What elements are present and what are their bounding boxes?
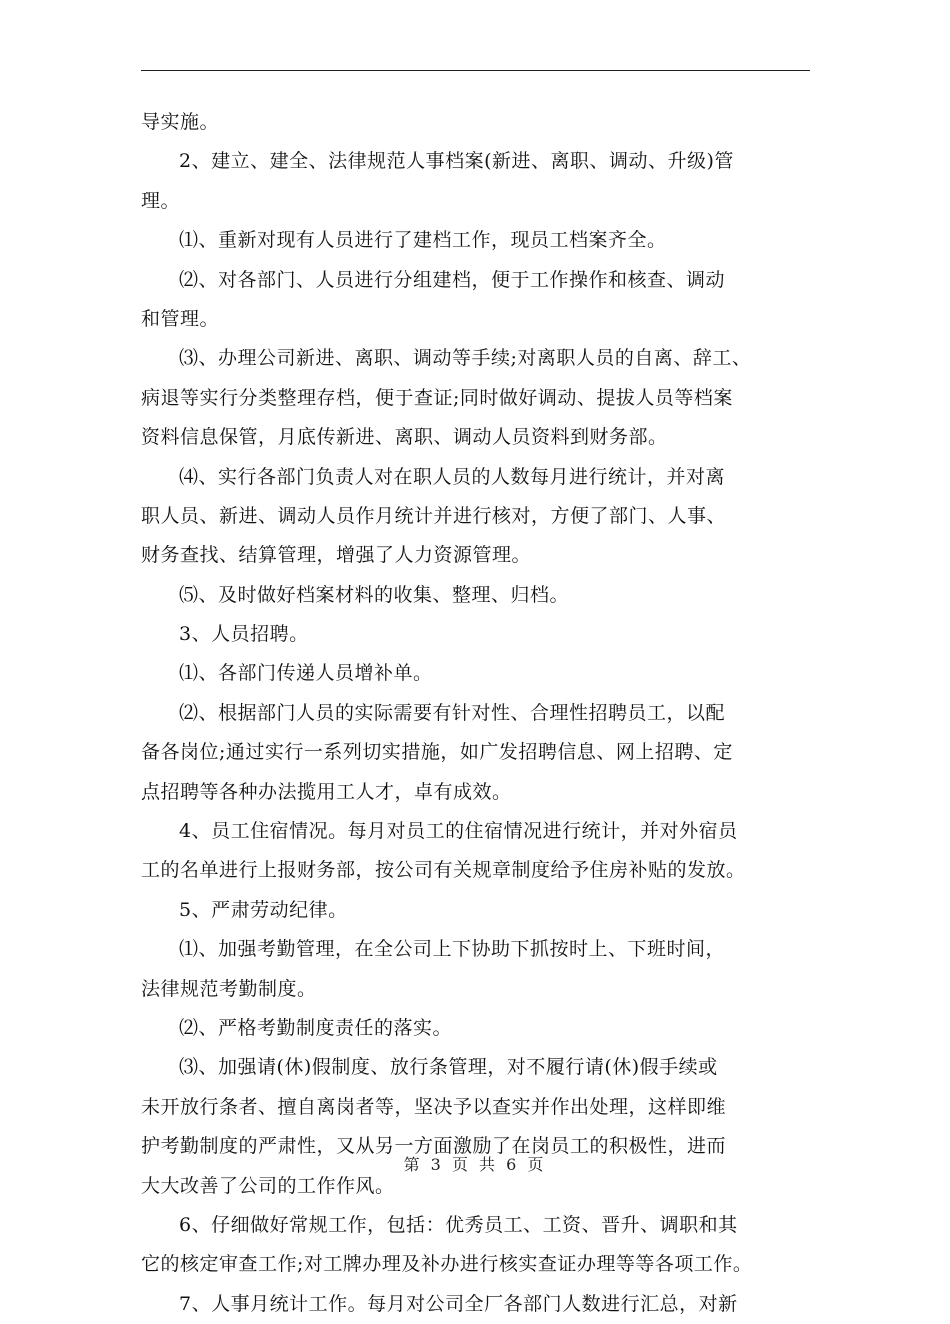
text-line: 未开放行条者、擅自离岗者等，坚决予以查实并作出处理，这样即维	[141, 1095, 727, 1118]
text-line: 病退等实行分类整理存档，便于查证;同时做好调动、提拔人员等档案	[141, 386, 733, 409]
text-line: ⑵、严格考勤制度责任的落实。	[179, 1016, 453, 1039]
text-line: ⑴、重新对现有人员进行了建档工作，现员工档案齐全。	[179, 229, 667, 252]
text-line: 4、员工住宿情况。每月对员工的住宿情况进行统计，并对外宿员	[179, 820, 738, 843]
text-line: 3、人员招聘。	[179, 623, 309, 646]
text-line: ⑶、办理公司新进、离职、调动等手续;对离职人员的自离、辞工、	[179, 347, 752, 370]
text-line: 2、建立、建全、法律规范人事档案(新进、离职、调动、升级)管	[179, 150, 734, 173]
text-line: ⑵、对各部门、人员进行分组建档，便于工作操作和核查、调动	[179, 268, 726, 291]
text-line: 法律规范考勤制度。	[141, 977, 317, 1000]
text-line: ⑶、加强请(休)假制度、放行条管理，对不履行请(休)假手续或	[179, 1056, 718, 1079]
text-line: 导实施。	[141, 111, 220, 133]
header-rule	[141, 70, 810, 71]
text-line: ⑴、各部门传递人员增补单。	[179, 662, 433, 685]
text-line: 资料信息保管，月底传新进、离职、调动人员资料到财务部。	[141, 426, 668, 449]
text-line: ⑵、根据部门人员的实际需要有针对性、合理性招聘员工，以配	[179, 701, 726, 724]
text-line: 工的名单进行上报财务部，按公司有关规章制度给予住房补贴的发放。	[141, 859, 746, 882]
text-line: 理。	[141, 189, 181, 212]
text-line: 大大改善了公司的工作作风。	[141, 1174, 395, 1197]
text-line: 它的核定审查工作;对工牌办理及补办进行核实查证办理等等各项工作。	[141, 1253, 753, 1276]
text-line: ⑸、及时做好档案材料的收集、整理、归档。	[179, 583, 570, 606]
text-line: 7、人事月统计工作。每月对公司全厂各部门人数进行汇总，对新	[179, 1292, 738, 1315]
text-line: 5、严肃劳动纪律。	[179, 898, 348, 921]
text-line: 职人员、新进、调动人员作月统计并进行核对，方便了部门、人事、	[141, 504, 727, 527]
text-line: 6、仔细做好常规工作，包括：优秀员工、工资、晋升、调职和其	[179, 1213, 738, 1236]
text-line: 财务查找、结算管理，增强了人力资源管理。	[141, 544, 532, 567]
document-body	[141, 103, 821, 1324]
text-line: 和管理。	[141, 307, 220, 330]
text-line: ⑷、实行各部门负责人对在职人员的人数每月进行统计，并对离	[179, 465, 726, 488]
text-line: 点招聘等各种办法揽用工人才，卓有成效。	[141, 780, 512, 803]
page-number-footer: 第 3 页 共 6 页	[403, 1155, 547, 1174]
text-line: 护考勤制度的严肃性，又从另一方面激励了在岗员工的积极性，进而	[141, 1135, 727, 1158]
text-line: 备各岗位;通过实行一系列切实措施，如广发招聘信息、网上招聘、定	[141, 741, 733, 764]
text-line: ⑴、加强考勤管理，在全公司上下协助下抓按时上、下班时间，	[179, 938, 726, 961]
